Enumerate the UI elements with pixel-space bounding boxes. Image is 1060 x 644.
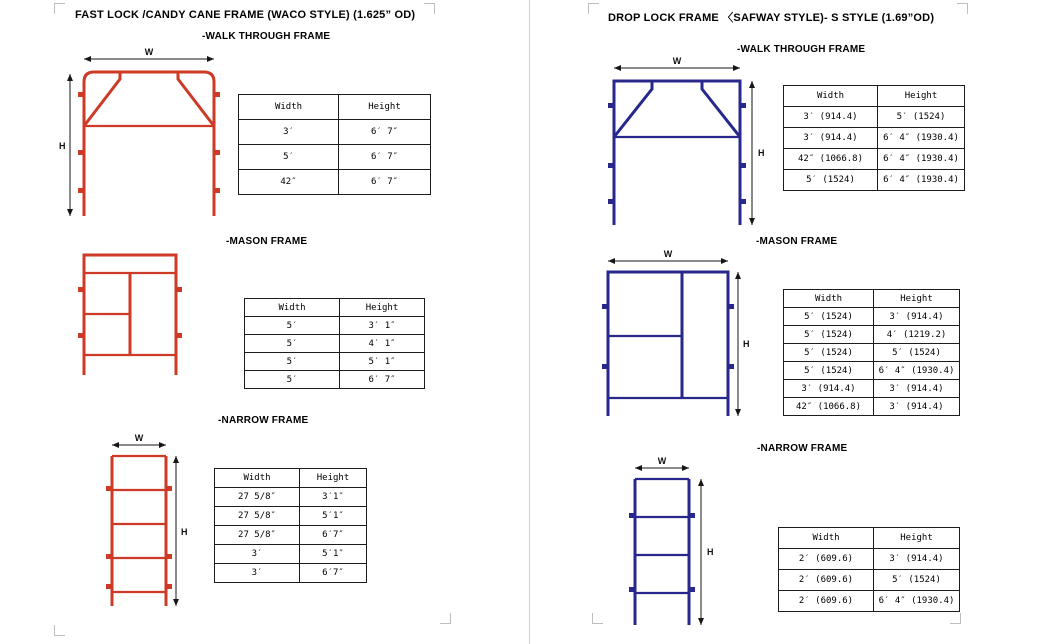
right-narrow-heading: -NARROW FRAME bbox=[757, 443, 848, 454]
spec-cell: 5′ (1524) bbox=[874, 344, 960, 362]
spec-cell: 5′ (1524) bbox=[878, 107, 965, 128]
spec-row bbox=[215, 545, 367, 564]
left-mason-table bbox=[244, 298, 425, 389]
spec-cell: 5′ bbox=[245, 353, 340, 371]
height-dim-label: H bbox=[59, 141, 66, 151]
left-mason-heading: -MASON FRAME bbox=[226, 236, 308, 247]
spec-cell: 3′ bbox=[215, 564, 300, 583]
spec-cell: 5′ (1524) bbox=[784, 308, 874, 326]
mason-frame-diagram-left bbox=[72, 243, 190, 379]
spec-row bbox=[784, 326, 960, 344]
spec-cell: 4′ 1″ bbox=[340, 335, 425, 353]
spec-row bbox=[779, 570, 960, 591]
table-header-row bbox=[239, 95, 431, 120]
spec-cell: 27 5/8″ bbox=[215, 507, 300, 526]
spec-row bbox=[215, 564, 367, 583]
spec-row bbox=[784, 362, 960, 380]
spec-cell: 6′ 7″ bbox=[340, 371, 425, 389]
spec-row bbox=[245, 317, 425, 335]
spec-cell: 5′ (1524) bbox=[874, 570, 960, 591]
crop-mark bbox=[424, 3, 435, 14]
mason-frame-diagram-right bbox=[596, 248, 750, 424]
spec-row bbox=[779, 591, 960, 612]
spec-cell: 5′ (1524) bbox=[784, 170, 878, 191]
spec-cell: 6′7″ bbox=[300, 564, 367, 583]
crop-mark bbox=[957, 3, 968, 14]
crop-mark bbox=[588, 3, 599, 14]
spec-cell: 6′ 4″ (1930.4) bbox=[874, 591, 960, 612]
spec-cell: 3′ (914.4) bbox=[874, 308, 960, 326]
width-dim-label: W bbox=[134, 433, 144, 443]
height-dim-label: H bbox=[758, 148, 765, 158]
spec-row bbox=[215, 526, 367, 545]
spec-cell: 5′1″ bbox=[300, 507, 367, 526]
dimension-lines bbox=[635, 456, 714, 625]
left-narrow-heading: -NARROW FRAME bbox=[218, 415, 309, 426]
frame-tubes bbox=[614, 81, 740, 225]
page-divider bbox=[529, 0, 530, 644]
right-narrow-table bbox=[778, 527, 960, 612]
spec-row bbox=[784, 128, 965, 149]
crop-mark bbox=[950, 613, 961, 624]
spec-cell: 3′ (914.4) bbox=[784, 380, 874, 398]
spec-cell: 2′ (609.6) bbox=[779, 549, 874, 570]
spec-row bbox=[784, 170, 965, 191]
spec-cell: 27 5/8″ bbox=[215, 488, 300, 507]
left-narrow-table bbox=[214, 468, 367, 583]
table-header-row bbox=[245, 299, 425, 317]
column-header-width: Width bbox=[245, 299, 340, 317]
spec-row bbox=[784, 344, 960, 362]
spec-cell: 6′ 7″ bbox=[339, 145, 431, 170]
spec-row bbox=[215, 488, 367, 507]
spec-cell: 6′ 4″ (1930.4) bbox=[878, 170, 965, 191]
column-header-width: Width bbox=[779, 528, 874, 549]
spec-row bbox=[245, 353, 425, 371]
spec-row bbox=[784, 107, 965, 128]
spec-cell: 6′ 4″ (1930.4) bbox=[874, 362, 960, 380]
spec-row bbox=[245, 371, 425, 389]
walk-through-frame-diagram-left bbox=[58, 46, 226, 222]
spec-cell: 27 5/8″ bbox=[215, 526, 300, 545]
crop-mark bbox=[54, 625, 65, 636]
spec-cell: 5′ (1524) bbox=[784, 362, 874, 380]
column-header-width: Width bbox=[215, 469, 300, 488]
spec-row bbox=[245, 335, 425, 353]
table-header-row bbox=[215, 469, 367, 488]
spec-cell: 5′ bbox=[245, 317, 340, 335]
left-page-title: FAST LOCK /CANDY CANE FRAME (WACO STYLE) (1.625” OD) bbox=[75, 9, 416, 21]
spec-row bbox=[784, 380, 960, 398]
spec-row bbox=[239, 120, 431, 145]
spec-cell: 6′ 4″ (1930.4) bbox=[878, 128, 965, 149]
spec-row bbox=[784, 308, 960, 326]
spec-cell: 3′ (914.4) bbox=[784, 128, 878, 149]
width-dim-label: W bbox=[672, 56, 682, 66]
crop-mark bbox=[592, 613, 603, 624]
spec-cell: 6′ 7″ bbox=[339, 170, 431, 195]
spec-cell: 3′ (914.4) bbox=[874, 549, 960, 570]
width-dim-label: W bbox=[663, 249, 673, 259]
width-dim-label: W bbox=[657, 456, 667, 466]
frame-tubes bbox=[112, 456, 166, 606]
column-header-width: Width bbox=[784, 86, 878, 107]
spec-row bbox=[239, 170, 431, 195]
narrow-frame-diagram-right bbox=[623, 455, 721, 631]
spec-cell: 3′ (914.4) bbox=[874, 398, 960, 416]
frame-tubes bbox=[84, 255, 176, 375]
narrow-frame-diagram-left bbox=[92, 432, 190, 612]
spec-cell: 42″ bbox=[239, 170, 339, 195]
spec-cell: 6′ 4″ (1930.4) bbox=[878, 149, 965, 170]
spec-cell: 6′ 7″ bbox=[339, 120, 431, 145]
crop-mark bbox=[440, 613, 451, 624]
right-mason-table bbox=[783, 289, 960, 416]
column-header-height: Height bbox=[300, 469, 367, 488]
spec-cell: 5′1″ bbox=[300, 545, 367, 564]
right-page-title: DROP LOCK FRAME 〈SAFWAY STYLE)- S STYLE (1.69”OD) bbox=[608, 12, 935, 24]
walk-through-frame-diagram-right bbox=[600, 55, 768, 231]
spec-cell: 5′ bbox=[245, 371, 340, 389]
height-dim-label: H bbox=[181, 527, 188, 537]
spec-cell: 2′ (609.6) bbox=[779, 570, 874, 591]
table-header-row bbox=[784, 290, 960, 308]
frame-tubes bbox=[608, 272, 728, 416]
column-header-width: Width bbox=[239, 95, 339, 120]
spec-cell: 3′ (914.4) bbox=[874, 380, 960, 398]
right-walk-heading: -WALK THROUGH FRAME bbox=[737, 44, 866, 55]
spec-row bbox=[784, 149, 965, 170]
spec-cell: 3′ (914.4) bbox=[784, 107, 878, 128]
left-walk-table bbox=[238, 94, 431, 195]
spec-cell: 42″ (1066.8) bbox=[784, 398, 874, 416]
column-header-height: Height bbox=[874, 528, 960, 549]
width-dim-label: W bbox=[144, 47, 154, 57]
spec-cell: 5′ bbox=[239, 145, 339, 170]
column-header-height: Height bbox=[878, 86, 965, 107]
spec-cell: 3′ 1″ bbox=[340, 317, 425, 335]
coupling-pins bbox=[106, 486, 172, 589]
spec-row bbox=[784, 398, 960, 416]
column-header-width: Width bbox=[784, 290, 874, 308]
dimension-lines bbox=[112, 433, 188, 606]
column-header-height: Height bbox=[339, 95, 431, 120]
spec-cell: 42″ (1066.8) bbox=[784, 149, 878, 170]
table-header-row bbox=[779, 528, 960, 549]
table-header-row bbox=[784, 86, 965, 107]
column-header-height: Height bbox=[874, 290, 960, 308]
spec-row bbox=[239, 145, 431, 170]
crop-mark bbox=[54, 3, 65, 14]
frame-tubes bbox=[84, 72, 214, 216]
height-dim-label: H bbox=[743, 339, 750, 349]
right-mason-heading: -MASON FRAME bbox=[756, 236, 838, 247]
spec-cell: 3′1″ bbox=[300, 488, 367, 507]
spec-cell: 6′7″ bbox=[300, 526, 367, 545]
spec-cell: 5′ (1524) bbox=[784, 344, 874, 362]
spec-cell: 2′ (609.6) bbox=[779, 591, 874, 612]
spec-cell: 5′ 1″ bbox=[340, 353, 425, 371]
spec-cell: 3′ bbox=[215, 545, 300, 564]
spec-cell: 4′ (1219.2) bbox=[874, 326, 960, 344]
column-header-height: Height bbox=[340, 299, 425, 317]
left-walk-heading: -WALK THROUGH FRAME bbox=[202, 31, 331, 42]
spec-cell: 3′ bbox=[239, 120, 339, 145]
frame-tubes bbox=[635, 479, 689, 625]
spec-row bbox=[215, 507, 367, 526]
coupling-pins bbox=[629, 513, 695, 592]
spec-cell: 5′ bbox=[245, 335, 340, 353]
spec-cell: 5′ (1524) bbox=[784, 326, 874, 344]
height-dim-label: H bbox=[707, 547, 714, 557]
right-walk-table bbox=[783, 85, 965, 191]
spec-row bbox=[779, 549, 960, 570]
